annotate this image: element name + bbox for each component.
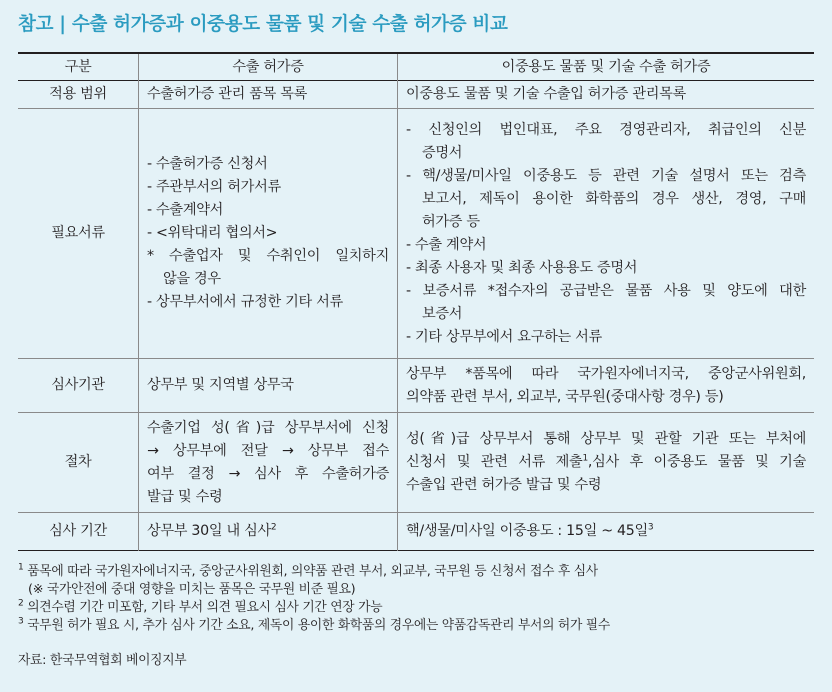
procedure-line: 수출입 관련 허가증 발급 및 수령	[406, 477, 602, 493]
comparison-table	[18, 52, 814, 551]
doc-item: - 수출허가증 신청서	[147, 156, 268, 172]
source-note: 자료: 한국무역협회 베이징지부	[18, 653, 187, 668]
footnote-number: 2	[18, 598, 24, 609]
doc-item-cont: 허가증 등	[422, 213, 480, 230]
doc-item: - 핵/생물/미사일 이중용도 등 관련 기술 설명서 또는 검측	[406, 167, 806, 184]
row-label: 적용 범위	[49, 86, 107, 102]
doc-item: - 주관부서의 허가서류	[147, 179, 281, 195]
row-agency	[18, 359, 814, 413]
footnote-number: 1	[18, 562, 24, 573]
doc-item: - 기타 상무부에서 요구하는 서류	[406, 328, 602, 345]
header-export-license: 수출 허가증	[139, 53, 398, 81]
cell-dual	[398, 413, 815, 513]
cell-dual	[398, 513, 815, 551]
period-text: 핵/생물/미사일 이중용도 : 15일 ~ 45일	[406, 523, 648, 539]
footnote-3	[18, 617, 814, 635]
row-period	[18, 513, 814, 551]
row-label: 심사기관	[51, 377, 105, 393]
doc-item: - 최종 사용자 및 최종 사용용도 증명서	[406, 259, 638, 276]
row-procedure	[18, 413, 814, 513]
doc-item-cont: 보고서, 제독이 용이한 화학품의 경우 생산, 경영, 구매	[422, 190, 806, 207]
footnote-text: 국무원 허가 필요 시, 추가 심사 기간 소요, 제독이 용이한 화학품의 경우에는 약품감독관리 부서의 허가 필수	[23, 618, 610, 633]
header-category: 구분	[64, 58, 92, 75]
table-header-row	[18, 53, 814, 81]
cell-export: 수출허가증 관리 품목 목록	[139, 81, 398, 109]
period-text: 상무부 30일 내 심사	[147, 523, 271, 539]
agency-line: 의약품 관련 부서, 외교부, 국무원(중대사항 경우) 등)	[406, 388, 724, 405]
footnote-1	[18, 563, 814, 581]
cell-dual	[398, 359, 815, 413]
footnote-ref: 1	[582, 453, 588, 464]
procedure-line: 발급 및 수령	[147, 488, 223, 505]
footnote-ref: 2	[270, 522, 277, 533]
cell-export: 상무부 및 지역별 상무국	[139, 359, 398, 413]
doc-item: - 신청인의 법인대표, 주요 경영관리자, 취급인의 신분	[406, 121, 806, 138]
row-label: 필요서류	[51, 225, 105, 241]
doc-note-cont: 않을 경우	[163, 271, 221, 287]
footnote-2	[18, 599, 814, 617]
footnote-ref: 3	[647, 522, 654, 533]
cell-export	[139, 513, 398, 551]
doc-item: - 상무부서에서 규정한 기타 서류	[147, 294, 343, 310]
doc-item-cont: 보증서	[422, 305, 463, 322]
procedure-line: 성(省)급 상무부서 통해 상무부 및 관할 기관 또는 부처에	[406, 431, 806, 447]
row-label: 심사 기간	[49, 523, 107, 539]
footnote-text: 품목에 따라 국가원자에너지국, 중앙군사위원회, 의약품 관련 부서, 외교부, 국무원 등 신청서 접수 후 심사	[23, 564, 598, 579]
doc-note: * 수출업자 및 수취인이 일치하지	[147, 248, 389, 264]
row-scope	[18, 81, 814, 109]
cell-dual: 이중용도 물품 및 기술 수출입 허가증 관리목록	[398, 81, 815, 109]
agency-line: 상무부 *품목에 따라 국가원자에너지국, 중앙군사위원회,	[406, 365, 806, 382]
procedure-line	[406, 451, 806, 474]
footnote-1-sub: (※ 국가안전에 중대 영향을 미치는 품목은 국무원 비준 필요)	[28, 582, 356, 597]
header-dual-use-license: 이중용도 물품 및 기술 수출 허가증	[398, 53, 815, 81]
cell-dual	[398, 109, 815, 359]
procedure-text: 신청서 및 관련 서류 제출	[406, 454, 583, 470]
procedure-line: 수출기업 성(省)급 상무부서에 신청	[147, 419, 389, 436]
doc-item: - 수출 계약서	[406, 236, 487, 253]
footnote-text: 의견수렴 기간 미포함, 기타 부서 의견 필요시 심사 기간 연장 가능	[23, 600, 383, 615]
row-label: 절차	[64, 454, 92, 470]
doc-item-cont: 증명서	[422, 144, 463, 161]
doc-item: - <위탁대리 협의서>	[147, 225, 278, 241]
footnote-number: 3	[18, 616, 24, 627]
doc-item: - 수출계약서	[147, 202, 224, 218]
procedure-text: ,심사 후 이중용도 물품 및 기술	[587, 454, 806, 470]
procedure-line: 여부 결정 → 심사 후 수출허가증	[147, 465, 389, 482]
procedure-line: → 상무부에 전달 → 상무부 접수	[147, 442, 389, 459]
cell-export	[139, 109, 398, 359]
page-title: 참고 | 수출 허가증과 이중용도 물품 및 기술 수출 허가증 비교	[18, 14, 508, 35]
footnotes	[18, 563, 814, 635]
doc-item: - 보증서류 *접수자의 공급받은 물품 사용 및 양도에 대한	[406, 282, 806, 299]
row-documents	[18, 109, 814, 359]
cell-export	[139, 413, 398, 513]
